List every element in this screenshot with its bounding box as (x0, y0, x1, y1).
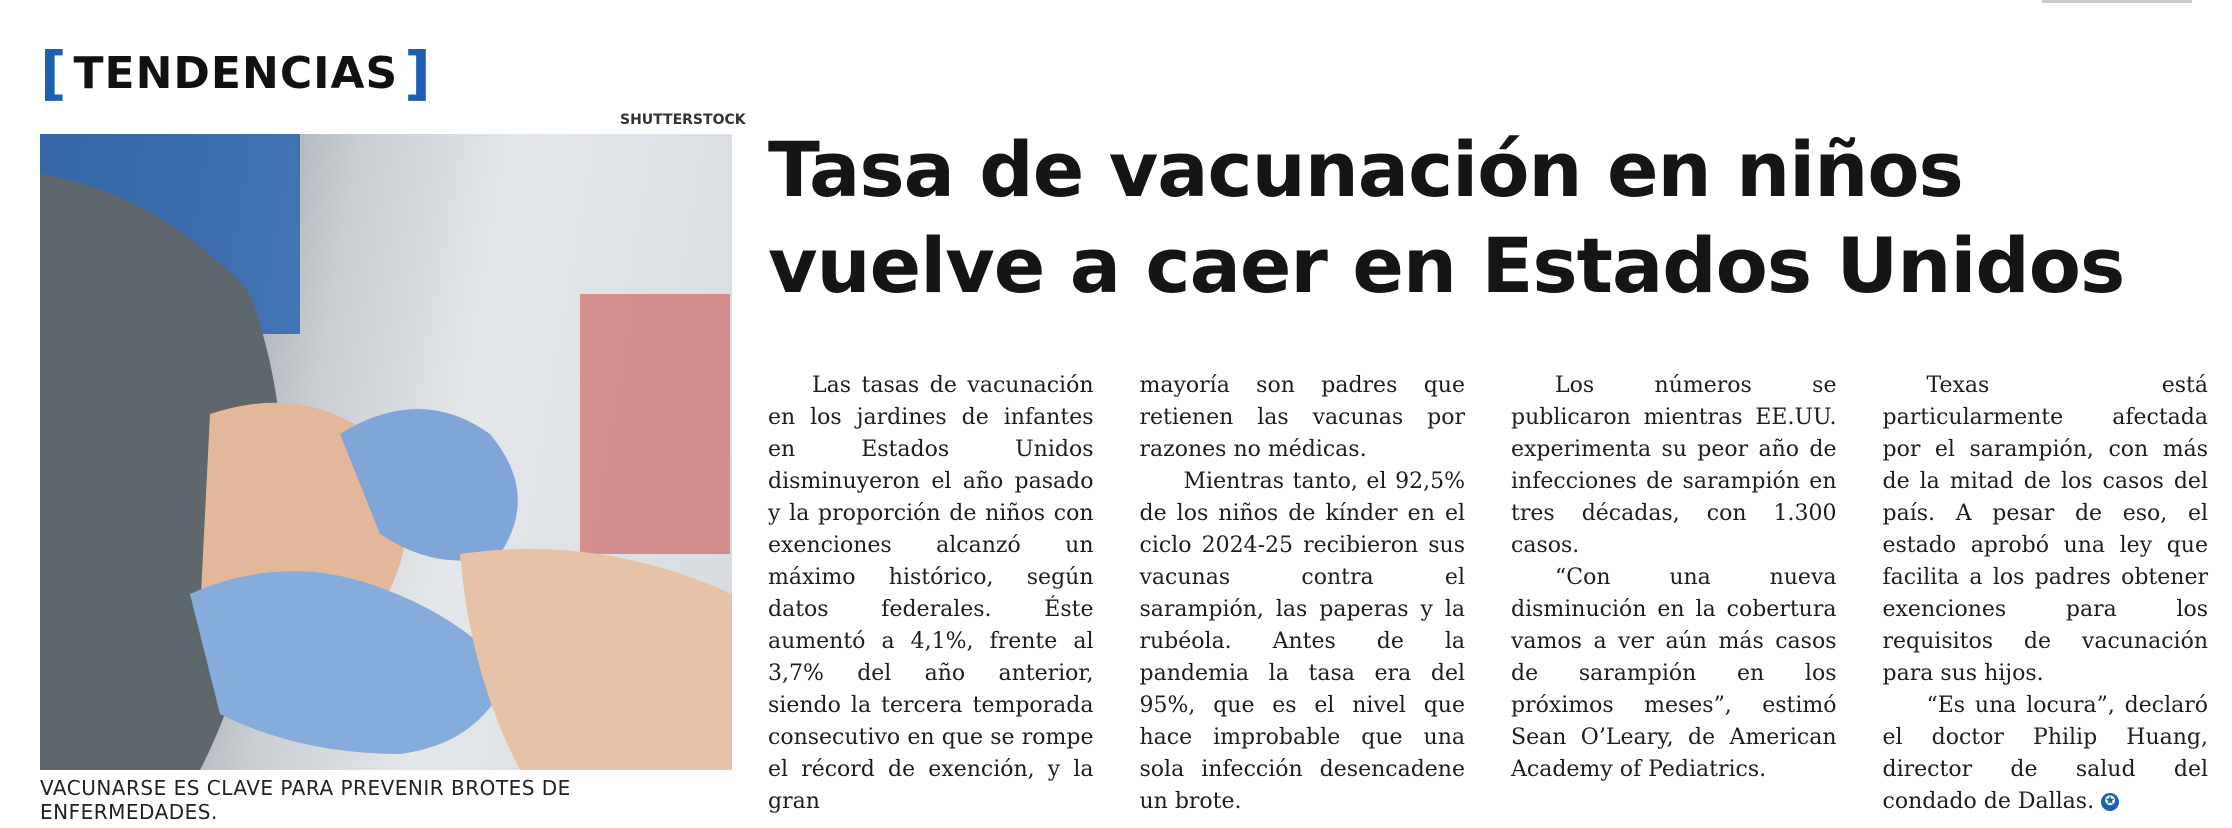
top-rule (2042, 0, 2192, 3)
paragraph: Los números se publicaron mientras EE.UU. experimenta su peor año de infecciones de sarampión en tres décadas, con 1.300 casos. (1511, 373, 1837, 558)
paragraph: Texas está particularmente afectada por el sarampión, con más de la mitad de los casos del país. A pesar de eso, el estado aprobó una ley que facilita a los padres obtener exenciones para los requisitos de vacunación para sus hijos. (1882, 373, 2208, 686)
photo-credit: SHUTTERSTOCK (620, 112, 746, 128)
paragraph-text: “Es una locura”, declaró el doctor Philip Huang, director de salud del condado de Dallas. (1882, 693, 2208, 814)
paragraph: Mientras tanto, el 92,5% de los niños de kínder en el ciclo 2024-25 recibieron sus vacunas contra el sarampión, las paperas y la rubéola. Antes de la pandemia la tasa era del 95%, que es el nivel que hace improbable que una sola infección desencadene un brote. (1139, 469, 1465, 814)
section-tag (40, 39, 432, 107)
headline-line-2: vuelve a caer en Estados Unidos (768, 221, 2125, 310)
article-photo (40, 134, 732, 770)
headline (768, 122, 2208, 314)
paragraph-final (1883, 690, 2209, 818)
star-circle-icon: ✪ (2101, 793, 2119, 811)
body-column-3 (1511, 370, 1837, 810)
section-tag-label: TENDENCIAS (73, 47, 399, 99)
article-body (768, 370, 2208, 814)
photo-caption: VACUNARSE ES CLAVE PARA PREVENIR BROTES DE ENFERMEDADES. (40, 776, 571, 824)
body-column-2 (1139, 370, 1466, 814)
headline-line-1: Tasa de vacunación en niños (768, 125, 1963, 214)
vaccination-illustration (40, 134, 732, 770)
body-column-1 (768, 370, 1094, 814)
nurse-forearm (460, 549, 732, 770)
bracket-right: ] (404, 39, 432, 107)
paragraph: mayoría son padres que retienen las vacunas por razones no médicas. (1139, 373, 1465, 462)
background-red-object (580, 294, 730, 554)
paragraph: Las tasas de vacunación en los jardines de infantes en Estados Unidos disminuyeron el año pasado y la proporción de niños con exenciones alcanzó un máximo histórico, según datos federales. Éste aumentó a 4,1%, frente al 3,7% del año anterior, siendo la tercera temporada consecutivo en que se rompe el récord de exención, y la gran (768, 373, 1094, 814)
bracket-left: [ (40, 39, 68, 107)
lower-glove (190, 571, 510, 754)
paragraph: “Con una nueva disminución en la cobertura vamos a ver aún más casos de sarampión en los próximos meses”, estimó Sean O’Leary, de American Academy of Pediatrics. (1511, 565, 1837, 782)
body-column-4 (1882, 370, 2209, 814)
